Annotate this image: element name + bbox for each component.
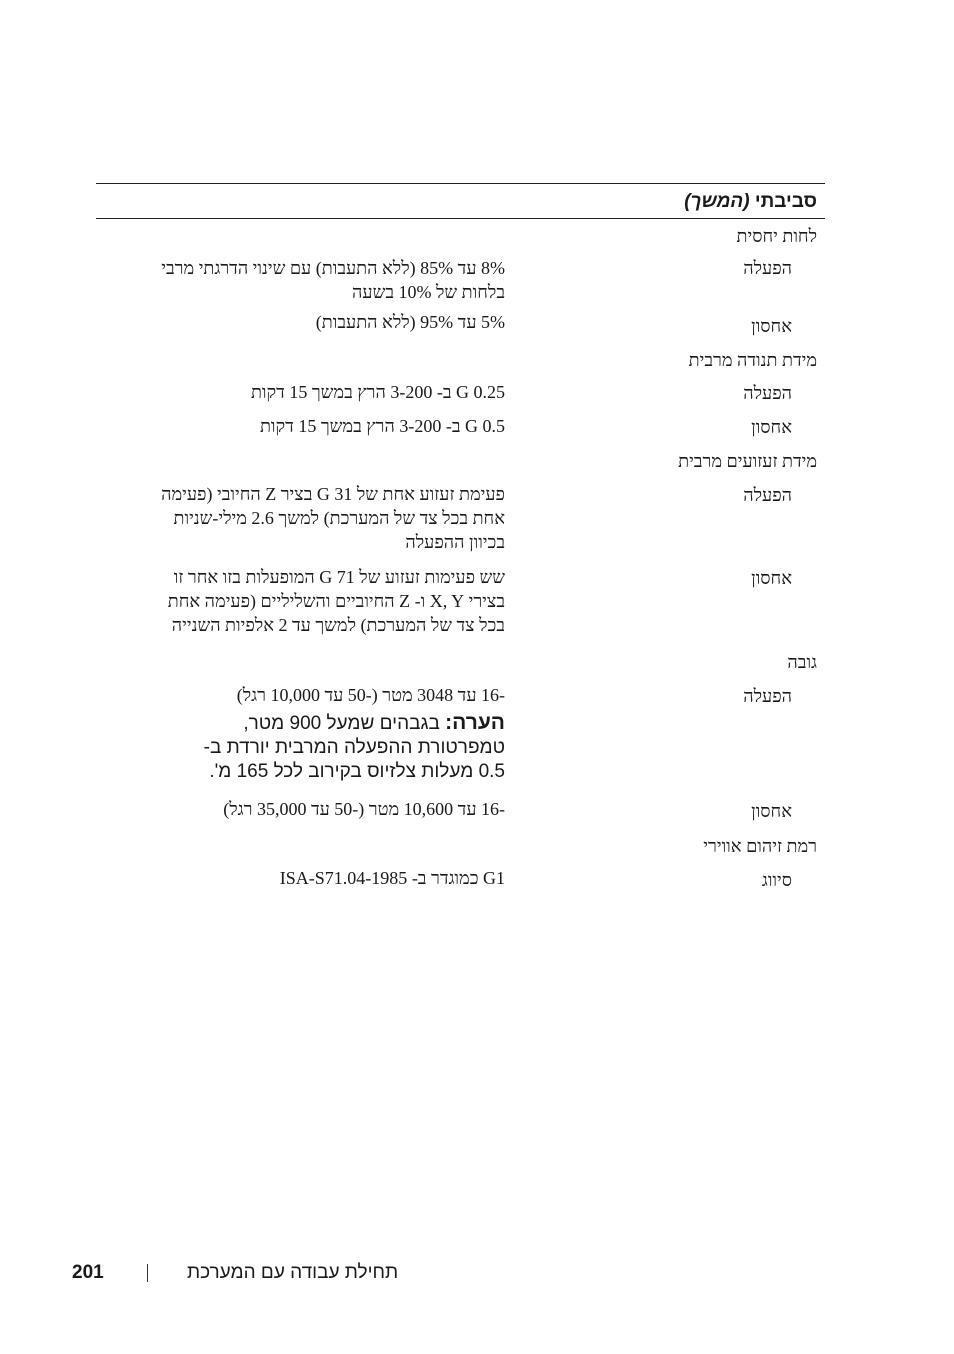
condition-label: הפעלה — [743, 686, 792, 706]
condition-label: סיווג — [761, 870, 792, 890]
spec-line: אחת בכל צד של המערכת) למשך 2.6 מילי-שניות — [173, 508, 505, 528]
table-row — [96, 310, 825, 344]
condition-label: הפעלה — [743, 383, 792, 403]
spec-line: בכיוון ההפעלה — [405, 532, 505, 552]
spec-line: 0.5 G ב- 3-200 הרץ במשך 15 דקות — [259, 416, 505, 436]
table-row — [96, 219, 825, 252]
section-title-main: סביבתי — [754, 191, 817, 212]
spec-line: שש פעימות זעזוע של 71 G המופעלות בזו אחר זו — [173, 567, 505, 587]
table-row — [96, 646, 825, 680]
spec-line: בכל צד של המערכת) למשך עד 2 אלפיות השנייה — [171, 615, 505, 635]
note-text: בגבהים שמעל 900 מטר, — [243, 713, 446, 734]
table-row — [96, 478, 825, 562]
category-label: גובה — [787, 652, 817, 672]
spec-line: 8% עד 85% (ללא התעבות) עם שינוי הדרגתי מרבי — [161, 258, 505, 278]
spec-value — [100, 414, 505, 438]
table-row — [96, 830, 825, 863]
table-row — [96, 795, 825, 830]
spec-line: 0.25 G ב- 3-200 הרץ במשך 15 דקות — [250, 382, 505, 402]
table-row — [96, 445, 825, 478]
spec-value — [100, 866, 505, 890]
category-label: מידת תנודה מרבית — [688, 350, 817, 370]
note-block — [100, 711, 505, 784]
category-label: מידת זעזועים מרבית — [678, 451, 817, 471]
table-row — [96, 562, 825, 646]
spec-line: -16 עד 3048 מטר (-50 עד 10,000 רגל) — [236, 685, 505, 705]
table-row — [96, 863, 825, 897]
category-label: רמת זיהום אווירי — [703, 836, 817, 856]
table-row — [96, 252, 825, 310]
spec-value — [100, 310, 505, 334]
environmental-specs-table — [96, 183, 825, 897]
table-row — [96, 344, 825, 377]
spec-line: G1 כמוגדר ב- ISA-S71.04-1985 — [279, 868, 505, 888]
note-text: 0.5 מעלות צלזיוס בקירוב לכל 165 מ'. — [209, 761, 505, 782]
condition-label: אחסון — [751, 417, 792, 437]
condition-label: אחסון — [751, 316, 792, 336]
table-row — [96, 412, 825, 445]
spec-value — [100, 683, 505, 784]
spec-value — [100, 256, 505, 304]
page-number: 201 — [72, 1262, 104, 1283]
note-label: הערה: — [445, 711, 505, 734]
spec-value — [100, 380, 505, 404]
table-row — [96, 680, 825, 795]
spec-value — [100, 797, 505, 821]
condition-label: הפעלה — [743, 258, 792, 278]
footer-section-title: תחילת עבודה עם המערכת — [187, 1262, 399, 1283]
category-label: לחות יחסית — [736, 226, 817, 246]
condition-label: הפעלה — [743, 485, 792, 505]
section-title — [684, 191, 817, 213]
note-text: טמפרטורת ההפעלה המרבית יורדת ב- — [203, 737, 505, 758]
table-row — [96, 377, 825, 412]
spec-line: 5% עד 95% (ללא התעבות) — [315, 312, 505, 332]
spec-value — [100, 565, 505, 637]
condition-label: אחסון — [751, 568, 792, 588]
spec-line: בצירי X, Y ו- Z החיוביים והשליליים (פעימה אחת — [167, 591, 505, 611]
page-footer — [0, 1262, 954, 1286]
table-header — [96, 184, 825, 219]
spec-line: בלחות של 10% בשעה — [352, 282, 505, 302]
spec-line: -16 עד 10,600 מטר (-50 עד 35,000 רגל) — [223, 799, 505, 819]
condition-label: אחסון — [751, 801, 792, 821]
footer-separator — [147, 1264, 148, 1282]
spec-value — [100, 482, 505, 554]
spec-line: פעימת זעזוע אחת של 31 G בציר Z החיובי (פעימה — [161, 484, 505, 504]
section-title-continued: (המשך) — [684, 191, 750, 212]
